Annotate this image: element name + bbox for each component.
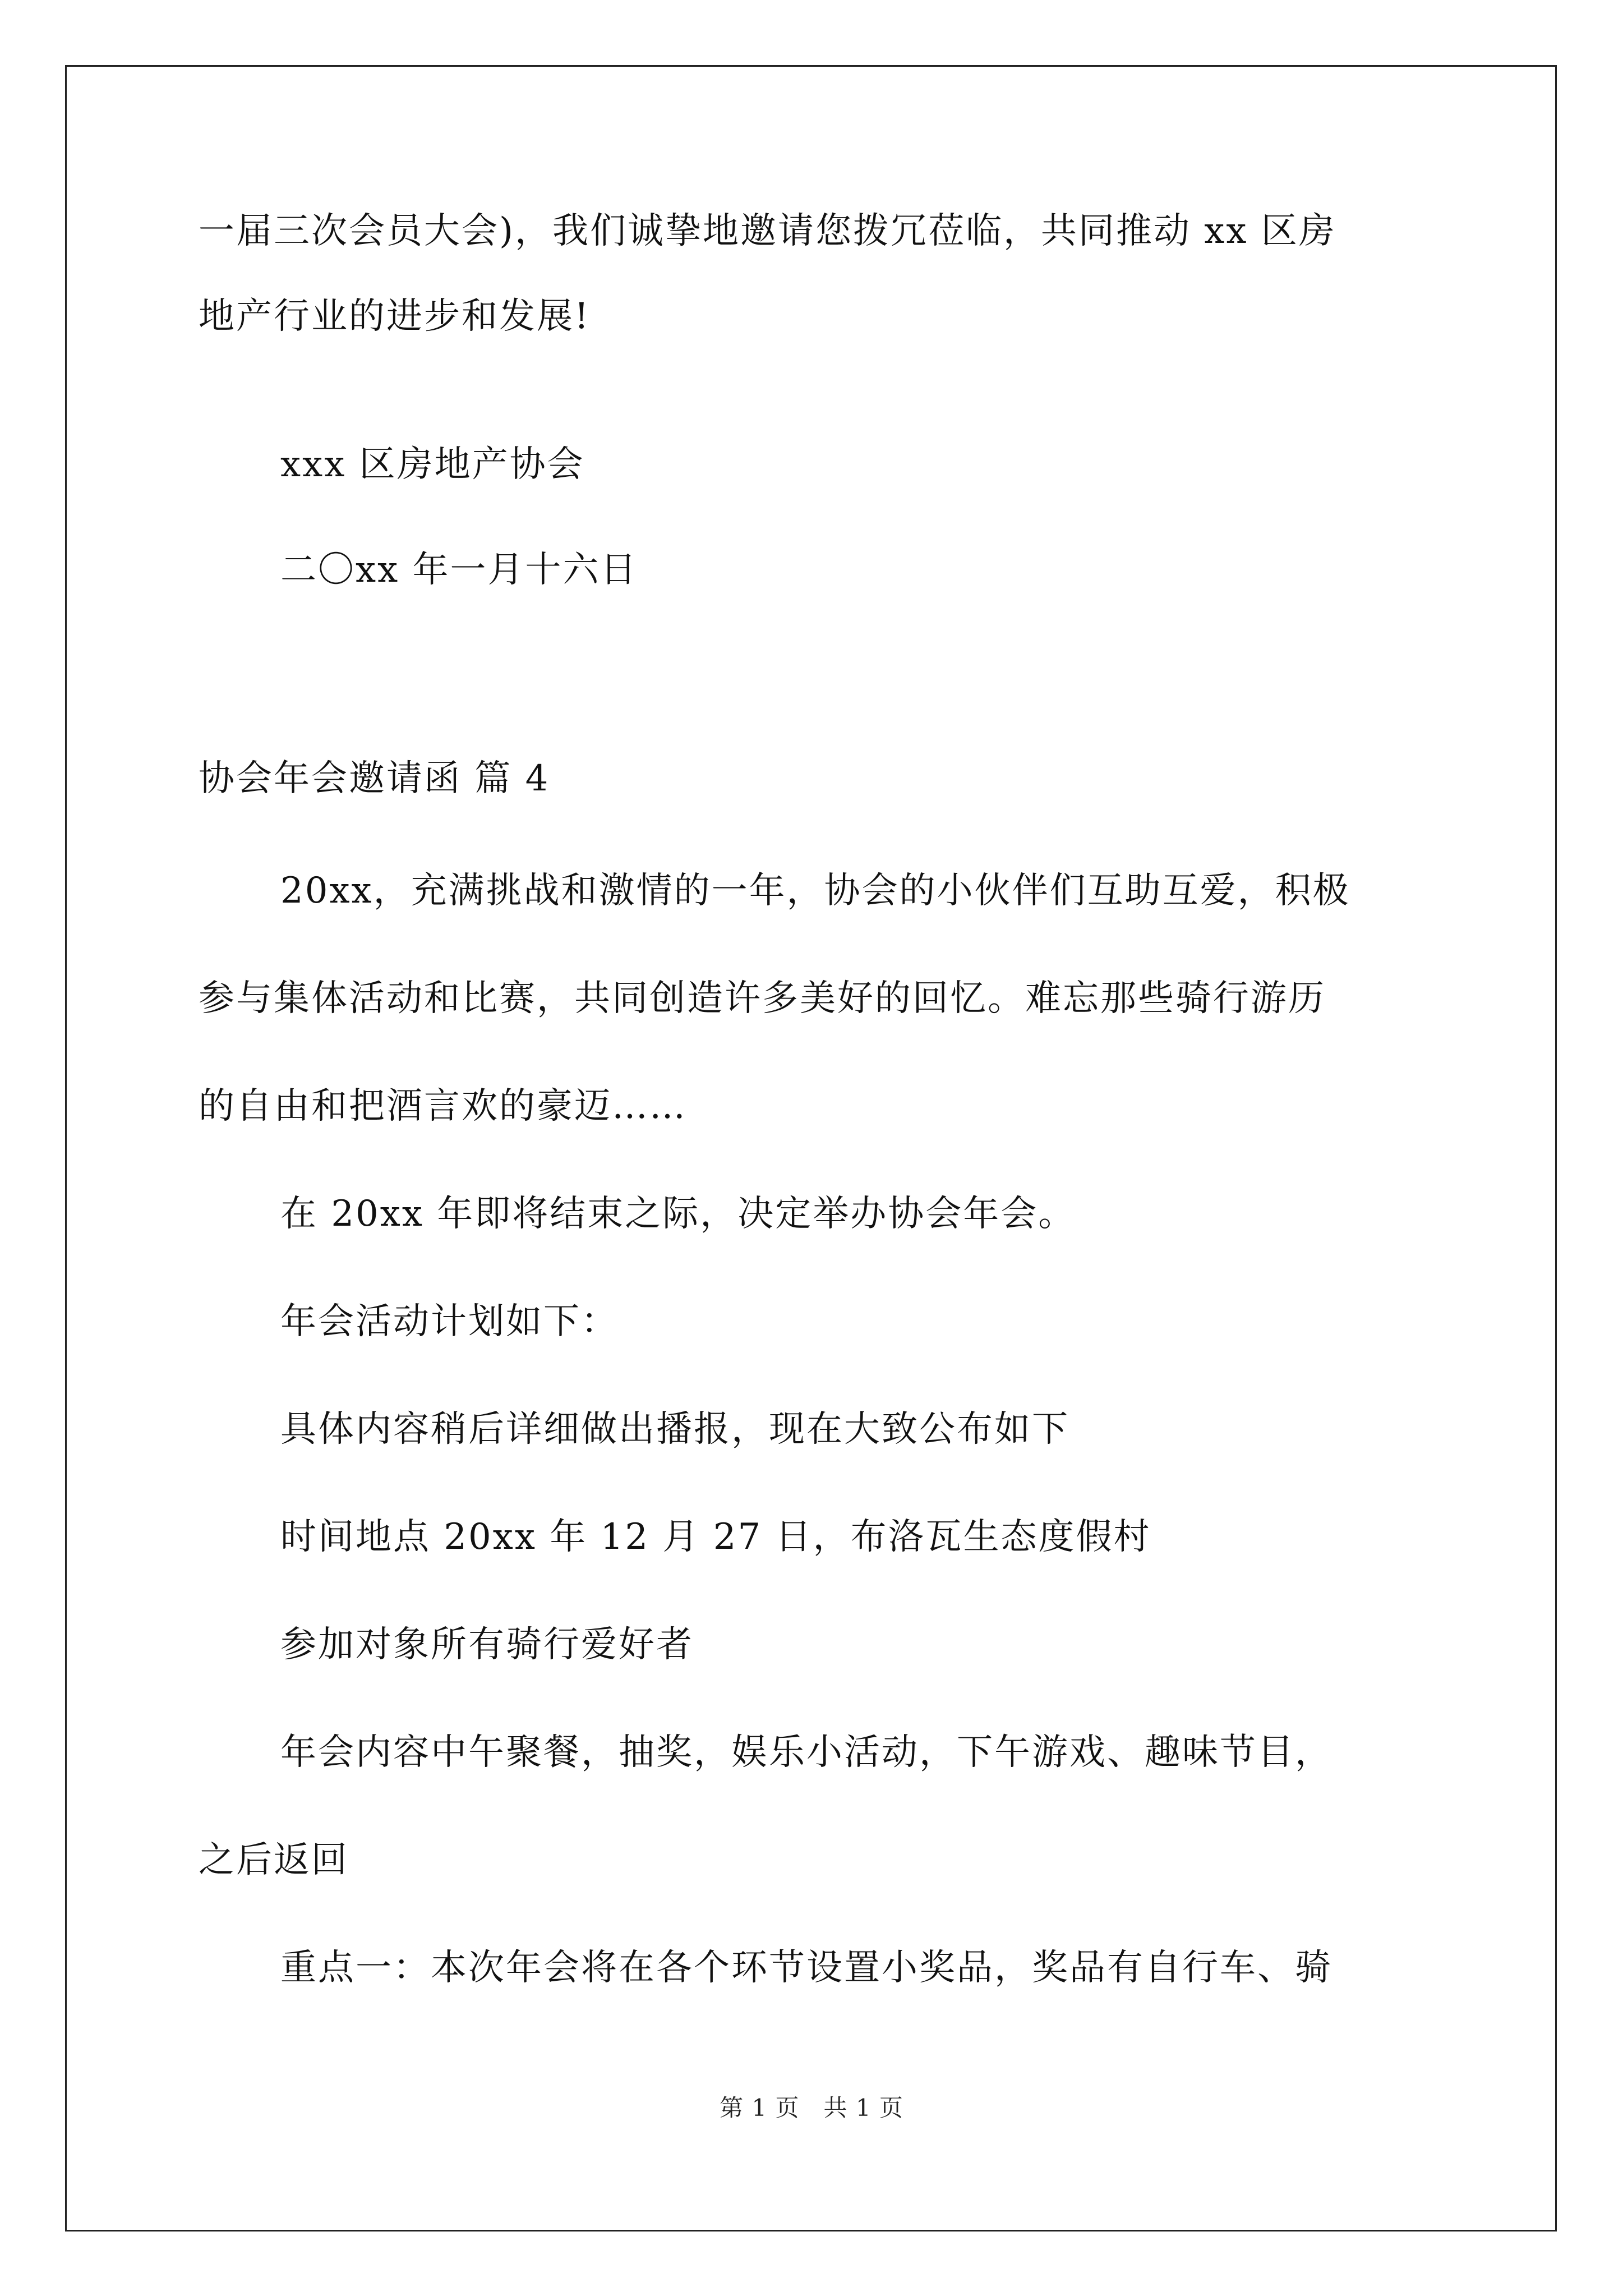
text-line-16: 重点一：本次年会将在各个环节设置小奖品，奖品有自行车、骑 [280, 1947, 1332, 1989]
text-line-12: 时间地点 20xx 年 12 月 27 日，布洛瓦生态度假村 [280, 1516, 1151, 1558]
text-line-9: 在 20xx 年即将结束之际，决定举办协会年会。 [280, 1193, 1076, 1235]
section-heading: 协会年会邀请函 篇 4 [199, 758, 550, 799]
text-line-15: 之后返回 [199, 1839, 349, 1881]
text-line-7: 参与集体活动和比赛，共同创造许多美好的回忆。难忘那些骑行游历 [199, 978, 1326, 1019]
page-frame [65, 65, 1557, 2231]
text-line-8: 的自由和把酒言欢的豪迈…… [199, 1085, 687, 1127]
signature-organization: xxx 区房地产协会 [280, 444, 585, 485]
text-line-13: 参加对象所有骑行爱好者 [280, 1624, 694, 1665]
text-line-6: 20xx，充满挑战和激情的一年，协会的小伙伴们互助互爱，积极 [280, 870, 1350, 912]
text-line-2: 地产行业的进步和发展! [199, 296, 591, 337]
text-line-10: 年会活动计划如下： [280, 1301, 619, 1342]
text-line-14: 年会内容中午聚餐，抽奖，娱乐小活动，下午游戏、趣味节目， [280, 1732, 1332, 1773]
page-footer: 第 1 页 共 1 页 [720, 2094, 903, 2122]
text-line-1: 一届三次会员大会)，我们诚挚地邀请您拨冗莅临，共同推动 xx 区房 [199, 210, 1336, 252]
text-line-11: 具体内容稍后详细做出播报，现在大致公布如下 [280, 1409, 1069, 1450]
signature-date: 二〇xx 年一月十六日 [280, 549, 638, 591]
